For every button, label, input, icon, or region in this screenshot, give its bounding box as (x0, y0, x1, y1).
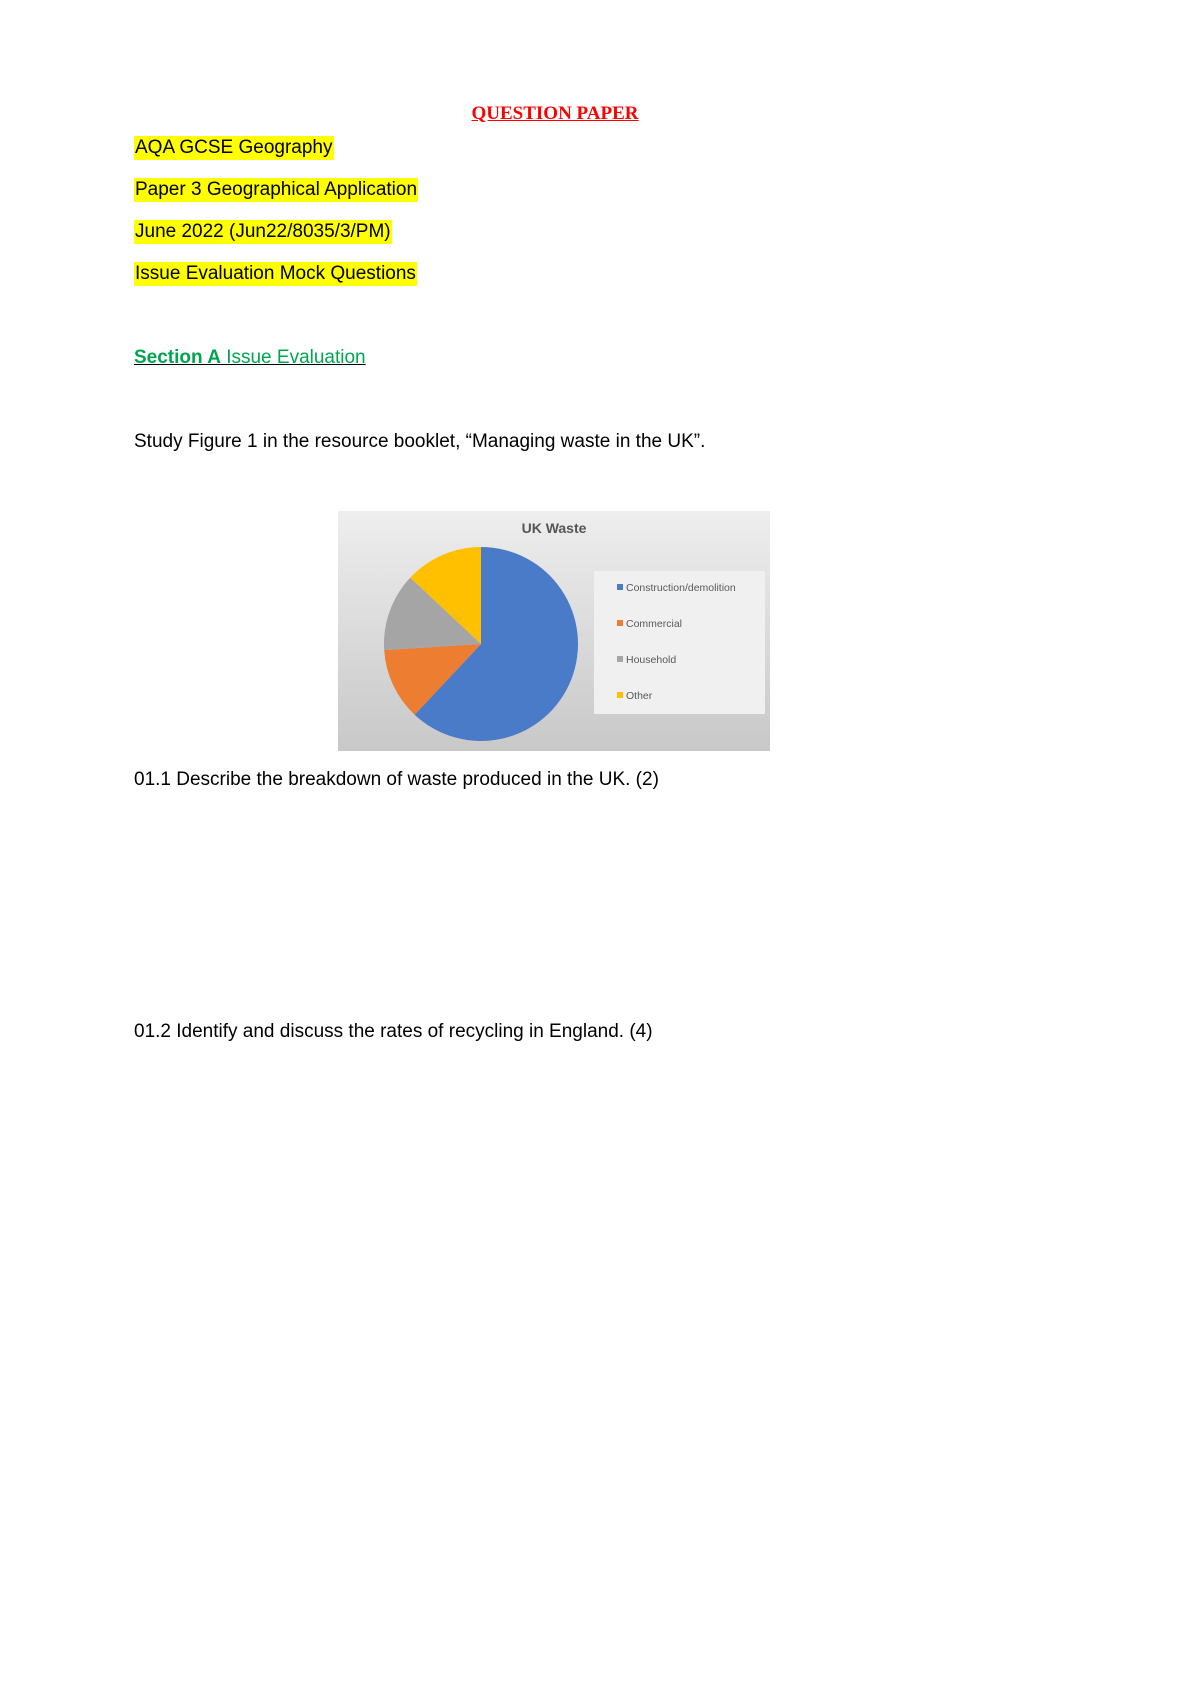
section-heading-rest: Issue Evaluation (220, 347, 366, 368)
date-line: June 2022 (Jun22/8035/3/PM) (135, 221, 391, 242)
description-line: Issue Evaluation Mock Questions (135, 263, 416, 284)
legend-label: Other (626, 690, 653, 702)
legend-label: Household (626, 654, 677, 666)
legend-swatch (617, 584, 623, 590)
uk-waste-chart (338, 511, 770, 751)
question-01-1: 01.1 Describe the breakdown of waste produced in the UK. (2) (134, 769, 659, 790)
instruction-text: Study Figure 1 in the resource booklet, “Managing waste in the UK”. (134, 431, 706, 452)
section-heading (134, 346, 366, 370)
legend-label: Construction/demolition (626, 582, 736, 594)
legend-swatch (617, 692, 623, 698)
section-heading-label: Section A (134, 347, 221, 368)
pie-slices (384, 547, 578, 741)
chart-title: UK Waste (521, 520, 587, 536)
paper-line: Paper 3 Geographical Application (135, 179, 418, 200)
exam-board-line: AQA GCSE Geography (135, 137, 333, 158)
legend-swatch (617, 620, 623, 626)
legend-label: Commercial (626, 618, 683, 630)
pie-chart-svg (338, 511, 770, 751)
legend-swatch (617, 656, 623, 662)
page-title: QUESTION PAPER (471, 103, 639, 124)
question-01-2: 01.2 Identify and discuss the rates of recycling in England. (4) (134, 1021, 653, 1042)
